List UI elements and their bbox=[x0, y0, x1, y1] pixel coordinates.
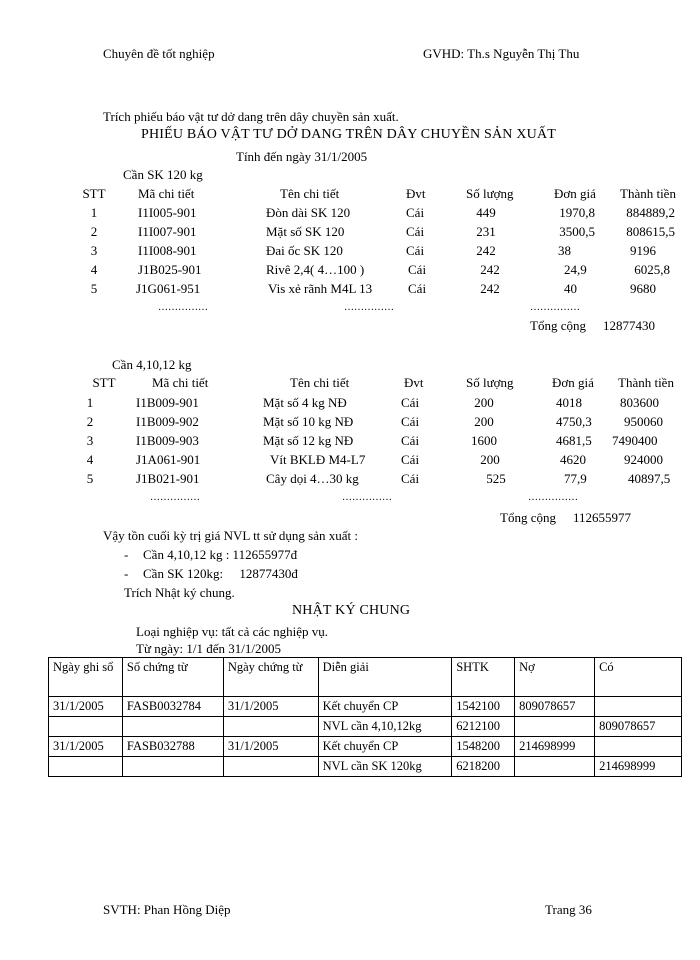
table-row: NVL cần 4,10,12kg 6212100 809078657 bbox=[49, 717, 682, 737]
col-header-amount: Thành tiền bbox=[620, 186, 676, 201]
col-header-code: Mã chi tiết bbox=[152, 375, 209, 390]
section-name: Cần 4,10,12 kg bbox=[112, 357, 192, 372]
footer-left: SVTH: Phan Hồng Diệp bbox=[103, 902, 231, 917]
total-value: 12877430 bbox=[603, 318, 655, 333]
col-header-qty: Số lượng bbox=[466, 186, 514, 201]
slip-title: PHIẾU BÁO VẬT TƯ DỞ DANG TRÊN DÂY CHUYỀN SẢN XUẤT bbox=[141, 127, 557, 142]
col-header-stt: STT bbox=[82, 186, 106, 201]
col-header-amount: Thành tiền bbox=[618, 375, 674, 390]
slip-date-line: Tính đến ngày 31/1/2005 bbox=[236, 149, 368, 164]
total-label: Tổng cộng bbox=[530, 318, 586, 333]
col-header-qty: Số lượng bbox=[466, 375, 514, 390]
total-value: 112655977 bbox=[573, 510, 632, 525]
col-header-name: Tên chi tiết bbox=[280, 186, 340, 201]
dots: …………… bbox=[530, 302, 580, 313]
col-header-unit: Đvt bbox=[406, 186, 426, 201]
col-header-account: SHTK bbox=[452, 658, 515, 697]
col-header-name: Tên chi tiết bbox=[290, 375, 350, 390]
col-header-price: Đơn giá bbox=[554, 186, 596, 201]
table-row: NVL cần SK 120kg 6218200 214698999 bbox=[49, 757, 682, 777]
dots: …………… bbox=[344, 302, 394, 313]
list-item: Cần SK 120kg: 12877430đ bbox=[143, 566, 298, 581]
header-left: Chuyên đề tốt nghiệp bbox=[103, 46, 215, 61]
total-label: Tổng cộng bbox=[500, 510, 556, 525]
journal-intro: Trích Nhật ký chung. bbox=[124, 585, 235, 600]
dots: …………… bbox=[528, 492, 578, 503]
table-header-row bbox=[49, 658, 682, 697]
intro-text: Trích phiếu báo vật tư dở dang trên dây chuyền sản xuất. bbox=[103, 109, 399, 124]
bullet: - bbox=[124, 547, 129, 562]
dots: …………… bbox=[150, 492, 200, 503]
section-name: Cần SK 120 kg bbox=[123, 167, 203, 182]
journal-type-line: Loại nghiệp vụ: tất cả các nghiệp vụ. bbox=[136, 624, 329, 639]
dots: …………… bbox=[158, 302, 208, 313]
col-header-credit: Có bbox=[595, 658, 682, 697]
list-item: Cần 4,10,12 kg : 112655977đ bbox=[143, 547, 298, 562]
table-row: 31/1/2005 FASB032788 31/1/2005 Kết chuyển CP 1548200 214698999 bbox=[49, 737, 682, 757]
col-header-stt: STT bbox=[92, 375, 116, 390]
dots: …………… bbox=[342, 492, 392, 503]
page-number: Trang 36 bbox=[545, 902, 592, 917]
journal-title: NHẬT KÝ CHUNG bbox=[292, 603, 411, 618]
col-header-debit: Nợ bbox=[515, 658, 595, 697]
col-header-description: Diễn giải bbox=[318, 658, 452, 697]
col-header-unit: Đvt bbox=[404, 375, 424, 390]
header-right: GVHD: Th.s Nguyễn Thị Thu bbox=[423, 46, 580, 61]
summary-line: Vậy tồn cuối kỳ trị giá NVL tt sử dụng sản xuất : bbox=[103, 528, 358, 543]
journal-table bbox=[48, 657, 682, 777]
col-header-voucher-date: Ngày chứng từ bbox=[223, 658, 318, 697]
col-header-price: Đơn giá bbox=[552, 375, 594, 390]
col-header-code: Mã chi tiết bbox=[138, 186, 195, 201]
table-row: 31/1/2005 FASB0032784 31/1/2005 Kết chuyển CP 1542100 809078657 bbox=[49, 697, 682, 717]
col-header-date: Ngày ghi sổ bbox=[49, 658, 123, 697]
journal-range-line: Từ ngày: 1/1 đến 31/1/2005 bbox=[136, 641, 281, 656]
col-header-voucher: Số chứng từ bbox=[122, 658, 223, 697]
bullet: - bbox=[124, 566, 129, 581]
